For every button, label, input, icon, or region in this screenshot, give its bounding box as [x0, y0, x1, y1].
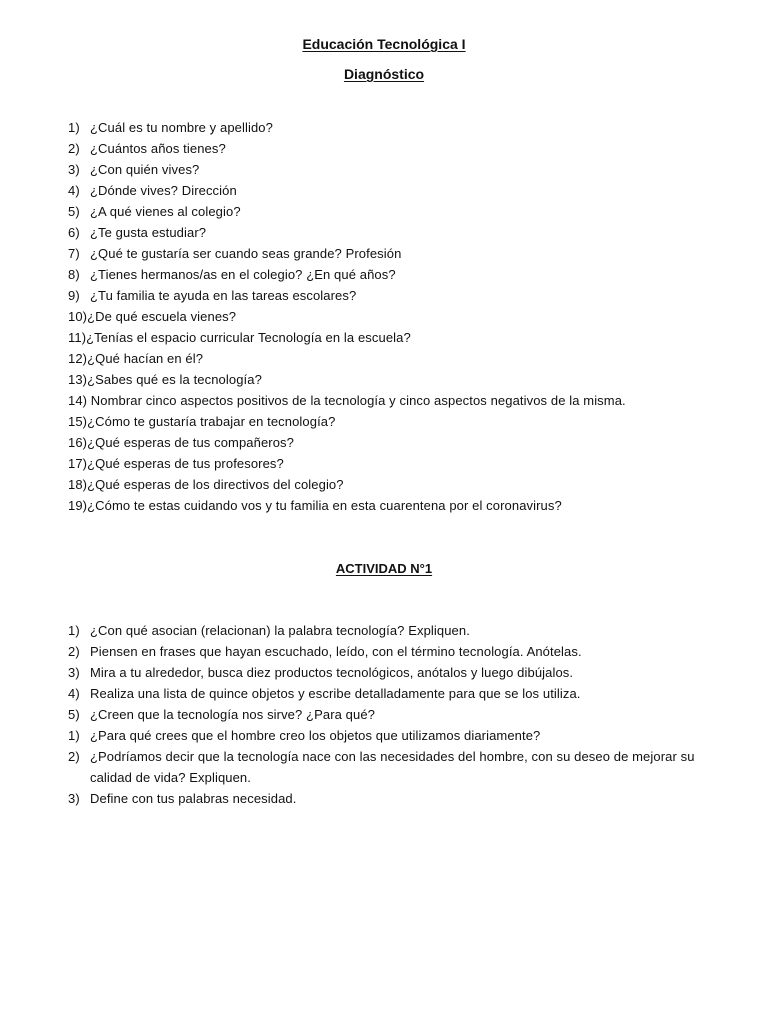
diagnostic-question	[68, 474, 718, 495]
question-text: ¿Qué esperas de tus compañeros?	[87, 435, 294, 450]
question-number: 4)	[68, 183, 80, 198]
document-title: Educación Tecnológica I	[302, 36, 466, 52]
question-number: 1)	[68, 728, 80, 743]
question-text: ¿Sabes qué es la tecnología?	[87, 372, 262, 387]
question-number: 8)	[68, 267, 80, 282]
diagnostic-question	[68, 348, 718, 369]
question-text: ¿Cómo te estas cuidando vos y tu familia en esta cuarentena por el coronavirus?	[87, 498, 562, 513]
question-number: 5)	[68, 204, 80, 219]
question-text: ¿Cuántos años tienes?	[90, 141, 226, 156]
diagnostic-question	[68, 369, 718, 390]
question-text: ¿Qué esperas de tus profesores?	[87, 456, 284, 471]
question-text: ¿Tu familia te ayuda en las tareas escolares?	[90, 288, 357, 303]
question-text: ¿Tienes hermanos/as en el colegio? ¿En qué años?	[90, 267, 396, 282]
document-subtitle: Diagnóstico	[343, 66, 425, 82]
diagnostic-question	[68, 201, 718, 222]
diagnostic-question	[68, 180, 718, 201]
diagnostic-question	[68, 117, 718, 138]
question-text: Realiza una lista de quince objetos y escribe detalladamente para que se los utiliza.	[90, 686, 581, 701]
diagnostic-question	[68, 243, 718, 264]
diagnostic-question	[68, 327, 718, 348]
activity-question-list	[68, 620, 718, 809]
activity-question	[68, 662, 718, 683]
activity-question	[68, 746, 718, 788]
question-number: 18)	[68, 477, 88, 492]
question-text: ¿Qué hacían en él?	[87, 351, 204, 366]
question-number: 10)	[68, 309, 88, 324]
activity-question	[68, 704, 718, 725]
question-number: 3)	[68, 162, 80, 177]
question-number: 2)	[68, 141, 80, 156]
diagnostic-question	[68, 411, 718, 432]
diagnostic-question	[68, 159, 718, 180]
question-text: ¿Tenías el espacio curricular Tecnología en la escuela?	[86, 330, 411, 345]
diagnostic-question-list	[68, 117, 718, 516]
activity-question	[68, 620, 718, 641]
diagnostic-question	[68, 495, 718, 516]
diagnostic-question	[68, 222, 718, 243]
question-number: 1)	[68, 623, 80, 638]
question-text: ¿A qué vienes al colegio?	[90, 204, 241, 219]
diagnostic-question	[68, 306, 718, 327]
question-text: ¿Cuál es tu nombre y apellido?	[90, 120, 273, 135]
question-number: 9)	[68, 288, 80, 303]
question-text: ¿Creen que la tecnología nos sirve? ¿Para qué?	[90, 707, 375, 722]
question-number: 1)	[68, 120, 80, 135]
diagnostic-question	[68, 390, 718, 411]
question-number: 15)	[68, 414, 88, 429]
question-text: ¿Con qué asocian (relacionan) la palabra tecnología? Expliquen.	[90, 623, 470, 638]
diagnostic-question	[68, 432, 718, 453]
question-number: 16)	[68, 435, 88, 450]
diagnostic-question	[68, 264, 718, 285]
question-number: 7)	[68, 246, 80, 261]
question-text: ¿Qué te gustaría ser cuando seas grande? Profesión	[90, 246, 402, 261]
question-number: 14)	[68, 393, 88, 408]
question-number: 3)	[68, 665, 80, 680]
question-text: ¿Para qué crees que el hombre creo los objetos que utilizamos diariamente?	[90, 728, 541, 743]
question-text: ¿Qué esperas de los directivos del colegio?	[87, 477, 344, 492]
question-text: Define con tus palabras necesidad.	[90, 791, 297, 806]
question-text: ¿Con quién vives?	[90, 162, 200, 177]
activity-question	[68, 641, 718, 662]
question-number: 12)	[68, 351, 88, 366]
activity-question	[68, 683, 718, 704]
question-text: ¿Podríamos decir que la tecnología nace con las necesidades del hombre, con su deseo de mejorar su calidad de vida? Expliquen.	[90, 749, 695, 785]
activity-question	[68, 788, 718, 809]
question-text: ¿Dónde vives? Dirección	[90, 183, 237, 198]
question-text: ¿Te gusta estudiar?	[90, 225, 207, 240]
diagnostic-question	[68, 285, 718, 306]
question-number: 13)	[68, 372, 88, 387]
question-text: ¿Cómo te gustaría trabajar en tecnología?	[87, 414, 336, 429]
question-text: ¿De qué escuela vienes?	[87, 309, 237, 324]
diagnostic-question	[68, 138, 718, 159]
question-number: 17)	[68, 456, 88, 471]
question-number: 11)	[68, 330, 87, 345]
diagnostic-question	[68, 453, 718, 474]
activity-title: ACTIVIDAD N°1	[335, 561, 433, 576]
question-text: Mira a tu alrededor, busca diez productos tecnológicos, anótalos y luego dibújalos.	[90, 665, 574, 680]
question-number: 4)	[68, 686, 80, 701]
question-number: 6)	[68, 225, 80, 240]
question-number: 3)	[68, 791, 80, 806]
question-text: Nombrar cinco aspectos positivos de la tecnología y cinco aspectos negativos de la misma.	[87, 393, 626, 408]
question-number: 19)	[68, 498, 88, 513]
question-number: 2)	[68, 749, 80, 764]
question-number: 5)	[68, 707, 80, 722]
question-text: Piensen en frases que hayan escuchado, leído, con el término tecnología. Anótelas.	[90, 644, 582, 659]
activity-question	[68, 725, 718, 746]
question-number: 2)	[68, 644, 80, 659]
